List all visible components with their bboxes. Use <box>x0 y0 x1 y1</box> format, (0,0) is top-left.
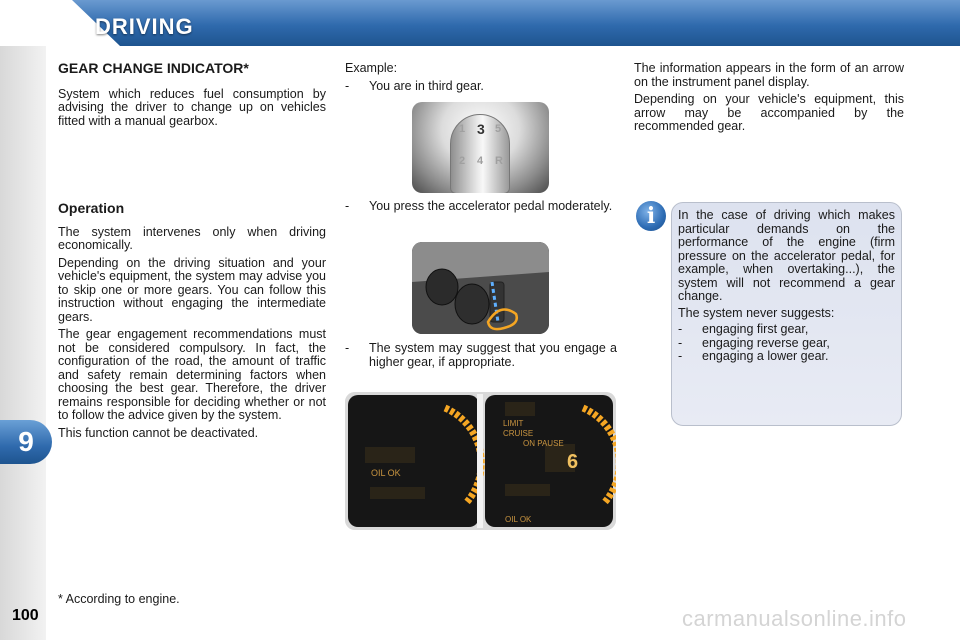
info-item-1-text: engaging first gear, <box>702 322 809 336</box>
gear-label-3: 3 <box>477 121 485 137</box>
example-label: Example: <box>345 61 398 75</box>
column-example <box>345 62 617 93</box>
operation-p3: The gear engagement recommendations must not be considered compulsory. In fact, the configuration of the road, the amount of traffic and safety remain determining factors when choosing the best gear. Therefore, the driver remains responsible for deciding whether or not to follow the advice given by the system. <box>58 327 326 422</box>
recommended-gear: 6 <box>567 451 579 473</box>
gear-label-4: 4 <box>477 155 484 167</box>
operation-p2: Depending on the driving situation and your vehicle's equipment, the system may advise you to skip one or more gears. You can follow this instruction without engaging the intermediate gears. <box>58 255 326 324</box>
dash-marker: - <box>678 322 683 336</box>
right-limit-label: LIMIT <box>503 419 524 428</box>
dash-marker: - <box>345 199 350 213</box>
right-oil-label: OIL OK <box>505 515 532 524</box>
dash-marker: - <box>345 341 350 355</box>
dash-marker: - <box>345 78 350 93</box>
info-item-3 <box>678 350 895 364</box>
info-item-2-text: engaging reverse gear, <box>702 335 830 350</box>
chapter-badge: 9 <box>0 420 52 464</box>
info-item-1 <box>678 323 895 337</box>
operation-p1: The system intervenes only when driving economically. <box>58 224 326 252</box>
info-box-p2: The system never suggests: <box>678 305 835 320</box>
gear-label-5: 5 <box>495 123 502 135</box>
column-gear-change <box>58 62 326 444</box>
info-icon: i <box>636 201 666 231</box>
step-2-text: You press the accelerator pedal moderately. <box>369 199 613 213</box>
side-bar <box>0 46 46 640</box>
operation-title: Operation <box>58 200 125 216</box>
footnote: * According to engine. <box>58 592 180 606</box>
instrument-panel-image <box>345 392 616 530</box>
info-box <box>671 202 902 426</box>
gear-label-1: 1 <box>459 123 466 135</box>
operation-p4: This function cannot be deactivated. <box>58 425 259 440</box>
info-p2: Depending on your vehicle's equipment, this arrow may be accompanied by the recommended gear. <box>634 92 904 133</box>
step-3-text: The system may suggest that you engage a higher gear, if appropriate. <box>369 341 617 369</box>
step-1 <box>345 80 617 94</box>
column-info <box>634 62 904 138</box>
dash-marker: - <box>678 335 683 350</box>
page-header <box>0 0 960 46</box>
section-title: GEAR CHANGE INDICATOR* <box>58 60 249 76</box>
gear-label-2: 2 <box>459 155 466 167</box>
step-3 <box>345 342 617 369</box>
gear-knob <box>450 114 510 193</box>
right-cruise-label: CRUISE <box>503 429 534 438</box>
pedal-image <box>412 242 549 334</box>
intro-text: System which reduces fuel consumption by advising the driver to change up on vehicles fitted with a manual gearbox. <box>58 86 326 128</box>
left-oil-label: OIL OK <box>371 468 401 478</box>
page-title: DRIVING <box>95 14 194 39</box>
gear-label-r: R <box>495 155 503 167</box>
step-1-text: You are in third gear. <box>369 78 484 93</box>
pedal-illustration <box>412 242 549 334</box>
dash-marker: - <box>678 349 683 363</box>
watermark: carmanualsonline.info <box>682 606 907 631</box>
instrument-panel-illustration <box>345 392 616 530</box>
gear-knob-image <box>412 102 549 193</box>
step-3-block <box>345 342 617 369</box>
step-2 <box>345 200 617 214</box>
info-box-p1: In the case of driving which makes particular demands on the performance of the engine (firm pressure on the accelerator pedal, for example, when overtaking...), the system will not recommend a gear change. <box>678 208 895 303</box>
info-item-2 <box>678 337 895 351</box>
step-2-block <box>345 200 617 214</box>
page-number: 100 <box>12 607 39 624</box>
info-item-3-text: engaging a lower gear. <box>702 349 829 363</box>
info-p1: The information appears in the form of an arrow on the instrument panel display. <box>634 61 904 89</box>
right-onpause-label: ON PAUSE <box>523 439 564 448</box>
